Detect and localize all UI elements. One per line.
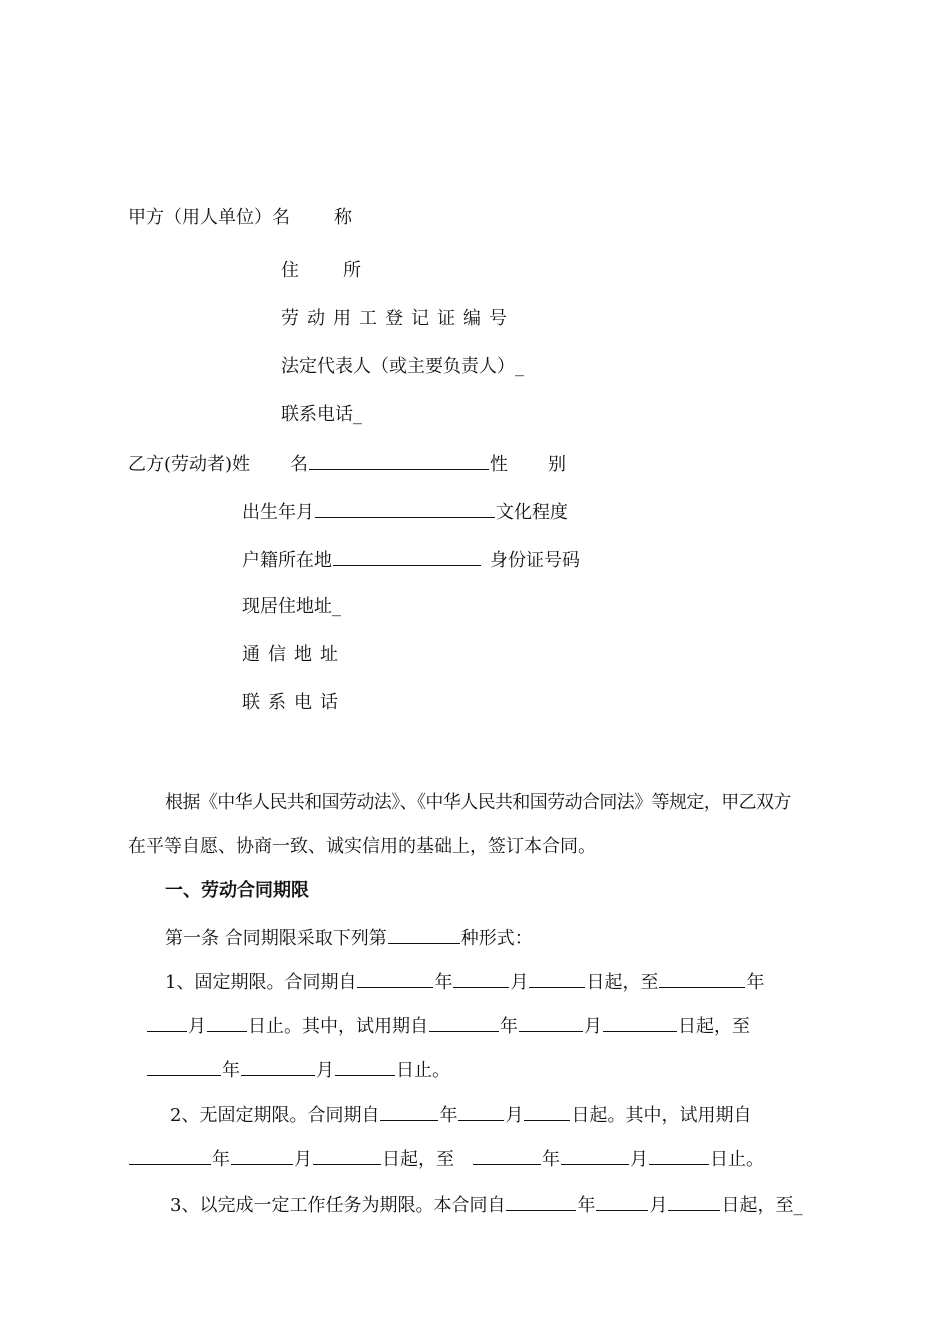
option-2-start-year-field[interactable]: [380, 1102, 438, 1121]
option-1-trial-end-year-field[interactable]: [147, 1057, 221, 1076]
party-b-gender-label-2: 别: [548, 454, 567, 475]
option-2-trial-end-day-field[interactable]: [649, 1146, 709, 1165]
day-from-label: 日起，至: [586, 972, 659, 993]
preamble-text-2: 在平等自愿、协商一致、诚实信用的基础上，签订本合同。: [128, 836, 596, 857]
option-2-trial-start-day-field[interactable]: [313, 1146, 381, 1165]
party-b-name-label-2: 名: [290, 454, 309, 475]
party-a-name-label-2: 称: [334, 207, 352, 228]
party-b-phone-label: 联系电话: [242, 692, 346, 713]
option-2-start-month-field[interactable]: [458, 1102, 504, 1121]
option-1-line-1: [165, 969, 764, 993]
option-2-line-1: [170, 1102, 751, 1126]
option-2-trial-end-year-field[interactable]: [473, 1146, 541, 1165]
month-label: 月: [188, 1016, 206, 1037]
month-label: 月: [584, 1016, 602, 1037]
year-label: 年: [746, 972, 765, 993]
month-label: 月: [649, 1195, 668, 1216]
article-1-form-field[interactable]: [388, 925, 460, 944]
year-label: 年: [434, 972, 453, 993]
option-3-start-year-field[interactable]: [506, 1192, 576, 1211]
party-b-name-row: [128, 451, 566, 475]
option-1-trial-end-day-field[interactable]: [335, 1057, 395, 1076]
party-b-household-label: 户籍所在地: [242, 550, 332, 571]
party-a-phone-row: [281, 403, 362, 427]
option-1-line-2: [146, 1013, 750, 1037]
month-label: 月: [294, 1149, 312, 1170]
option-2-start-day-field[interactable]: [524, 1102, 570, 1121]
party-a-name-label-1: 名: [272, 207, 290, 228]
party-b-education-label: 文化程度: [496, 502, 568, 523]
option-2-prefix: 2、无固定期限。合同期自: [170, 1105, 380, 1126]
party-b-household-row: [242, 547, 580, 571]
party-a-registration-row: [281, 307, 515, 331]
party-b-id-label: 身份证号码: [490, 550, 580, 571]
option-1-trial-start-day-field[interactable]: [603, 1013, 677, 1032]
option-1-line-3: [146, 1057, 450, 1081]
preamble-line-1: [165, 791, 791, 815]
option-2-trial-end-month-field[interactable]: [561, 1146, 629, 1165]
year-label: 年: [577, 1195, 596, 1216]
party-b-birth-row: [242, 499, 568, 523]
article-1-prefix: 第一条 合同期限采取下列第: [165, 928, 387, 949]
party-b-heading: 乙方(劳动者): [128, 454, 233, 475]
party-a-legal-rep-row: [281, 355, 524, 379]
party-a-address-label-1: 住: [281, 260, 299, 281]
option-3-start-day-field[interactable]: [668, 1192, 720, 1211]
party-b-residence-row: [242, 595, 341, 619]
section-1-title: [165, 879, 309, 903]
month-label: 月: [630, 1149, 648, 1170]
preamble-text-1: 根据《中华人民共和国劳动法》、《中华人民共和国劳动合同法》等规定，甲乙双方: [165, 792, 791, 813]
option-1-start-month-field[interactable]: [453, 969, 509, 988]
option-3-start-month-field[interactable]: [596, 1192, 648, 1211]
party-b-birth-field[interactable]: [315, 499, 495, 518]
party-b-name-field[interactable]: [309, 451, 489, 470]
option-1-start-day-field[interactable]: [529, 969, 585, 988]
party-b-household-field[interactable]: [333, 547, 481, 566]
option-1-end-day-field[interactable]: [207, 1013, 247, 1032]
day-from-label: 日起，至_: [721, 1195, 803, 1216]
option-1-end-year-field[interactable]: [659, 969, 745, 988]
party-a-phone-label: 联系电话_: [281, 404, 362, 425]
option-1-prefix: 1、固定期限。合同期自: [165, 972, 357, 993]
month-label: 月: [505, 1105, 524, 1126]
article-1-row: [165, 925, 533, 949]
option-3-line-1: [170, 1192, 802, 1216]
option-1-start-year-field[interactable]: [357, 969, 433, 988]
party-a-heading: 甲方（用人单位）: [128, 207, 272, 228]
preamble-line-2: [128, 835, 596, 859]
party-a-name-row: [128, 206, 352, 230]
option-3-prefix: 3、以完成一定工作任务为期限。本合同自: [170, 1195, 506, 1216]
option-1-end-month-field[interactable]: [147, 1013, 187, 1032]
party-b-mail-address-row: [242, 643, 346, 667]
party-a-address-label-2: 所: [343, 260, 361, 281]
year-label: 年: [439, 1105, 458, 1126]
option-1-trial-start-year-field[interactable]: [429, 1013, 499, 1032]
party-b-mail-address-label: 通信地址: [242, 644, 346, 665]
party-b-birth-label: 出生年月: [242, 502, 314, 523]
party-a-legal-rep-label: 法定代表人（或主要负责人）_: [281, 356, 524, 377]
day-from-label: 日起，至: [382, 1149, 454, 1170]
day-to-label: 日止。其中，试用期自: [248, 1016, 428, 1037]
option-1-trial-end-month-field[interactable]: [241, 1057, 315, 1076]
party-a-registration-label: 劳动用工登记证编号: [281, 308, 515, 329]
option-2-trial-start-year-field[interactable]: [129, 1146, 211, 1165]
option-2-line-2: [128, 1146, 764, 1170]
article-1-suffix: 种形式：: [460, 928, 533, 949]
party-b-phone-row: [242, 691, 346, 715]
day-to-label: 日止。: [396, 1060, 450, 1081]
year-label: 年: [212, 1149, 230, 1170]
section-1-title-text: 一、劳动合同期限: [165, 880, 309, 901]
party-b-residence-label: 现居住地址_: [242, 596, 341, 617]
year-label: 年: [542, 1149, 560, 1170]
year-label: 年: [500, 1016, 518, 1037]
party-a-address-row: [281, 259, 361, 283]
month-label: 月: [316, 1060, 334, 1081]
option-1-trial-start-month-field[interactable]: [519, 1013, 583, 1032]
party-b-gender-label-1: 性: [490, 454, 509, 475]
year-label: 年: [222, 1060, 240, 1081]
party-b-name-label-1: 姓: [232, 454, 251, 475]
day-from-label: 日起，至: [678, 1016, 750, 1037]
day-from-label: 日起。其中，试用期自: [571, 1105, 752, 1126]
day-to-label: 日止。: [710, 1149, 764, 1170]
month-label: 月: [510, 972, 529, 993]
option-2-trial-start-month-field[interactable]: [231, 1146, 293, 1165]
